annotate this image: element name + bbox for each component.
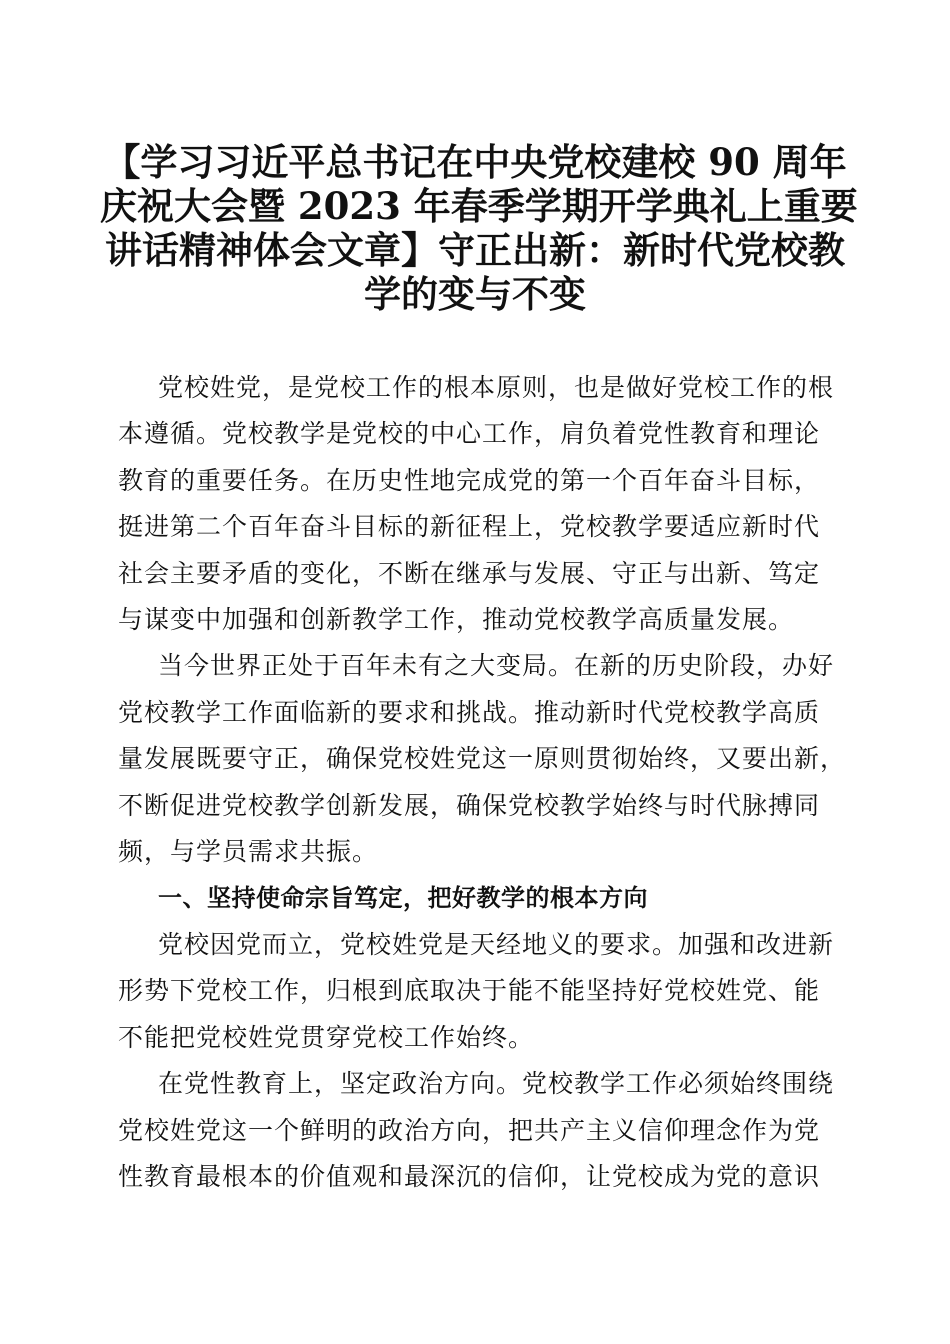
- paragraph-line: 党校姓党，是党校工作的根本原则，也是做好党校工作的根: [158, 373, 835, 402]
- paragraph-line: 当今世界正处于百年未有之大变局。在新的历史阶段，办好: [158, 651, 835, 681]
- paragraph-line: 党校姓党这一个鲜明的政治方向，把共产主义信仰理念作为党: [118, 1115, 821, 1145]
- paragraph-line: 挺进第二个百年奋斗目标的新征程上，党校教学要适应新时代: [118, 512, 821, 542]
- title-line: 学的变与不变: [364, 272, 586, 316]
- paragraph-line: 本遵循。党校教学是党校的中心工作，肩负着党性教育和理论: [118, 419, 821, 449]
- paragraph-line: 不断促进党校教学创新发展，确保党校教学始终与时代脉搏同: [118, 790, 821, 820]
- title-line: 讲话精神体会文章】守正出新：新时代党校教: [105, 228, 845, 272]
- document-title: [100, 140, 858, 316]
- paragraph-line: 性教育最根本的价值观和最深沉的信仰，让党校成为党的意识: [118, 1161, 821, 1191]
- paragraph: [118, 365, 838, 643]
- paragraph-line: 教育的重要任务。在历史性地完成党的第一个百年奋斗目标，: [118, 465, 821, 495]
- paragraph: [118, 643, 847, 875]
- paragraph-line: 不能把党校姓党贯穿党校工作始终。: [118, 1022, 535, 1052]
- title-line: 【学习习近平总书记在中央党校建校 90 周年: [103, 140, 847, 184]
- paragraph: [118, 1061, 838, 1200]
- paragraph-line: 党校教学工作面临新的要求和挑战。推动新时代党校教学高质: [118, 697, 821, 727]
- paragraph-line: 在党性教育上，坚定政治方向。党校教学工作必须始终围绕: [158, 1069, 835, 1099]
- title-line: 庆祝大会暨 2023 年春季学期开学典礼上重要: [100, 184, 858, 228]
- paragraph-line: 形势下党校工作，归根到底取决于能不能坚持好党校姓党、能: [118, 976, 821, 1006]
- section-heading: 一、坚持使命宗旨笃定，把好教学的根本方向: [158, 884, 648, 913]
- paragraph: [118, 922, 838, 1061]
- paragraph-line: 频，与学员需求共振。: [118, 837, 379, 867]
- paragraph-line: 党校因党而立，党校姓党是天经地义的要求。加强和改进新: [158, 929, 835, 959]
- paragraph-line: 量发展既要守正，确保党校姓党这一原则贯彻始终，又要出新，: [118, 744, 847, 774]
- paragraph-line: 社会主要矛盾的变化，不断在继承与发展、守正与出新、笃定: [118, 558, 821, 588]
- document-body: [118, 365, 847, 1200]
- paragraph-line: 与谋变中加强和创新教学工作，推动党校教学高质量发展。: [118, 605, 795, 635]
